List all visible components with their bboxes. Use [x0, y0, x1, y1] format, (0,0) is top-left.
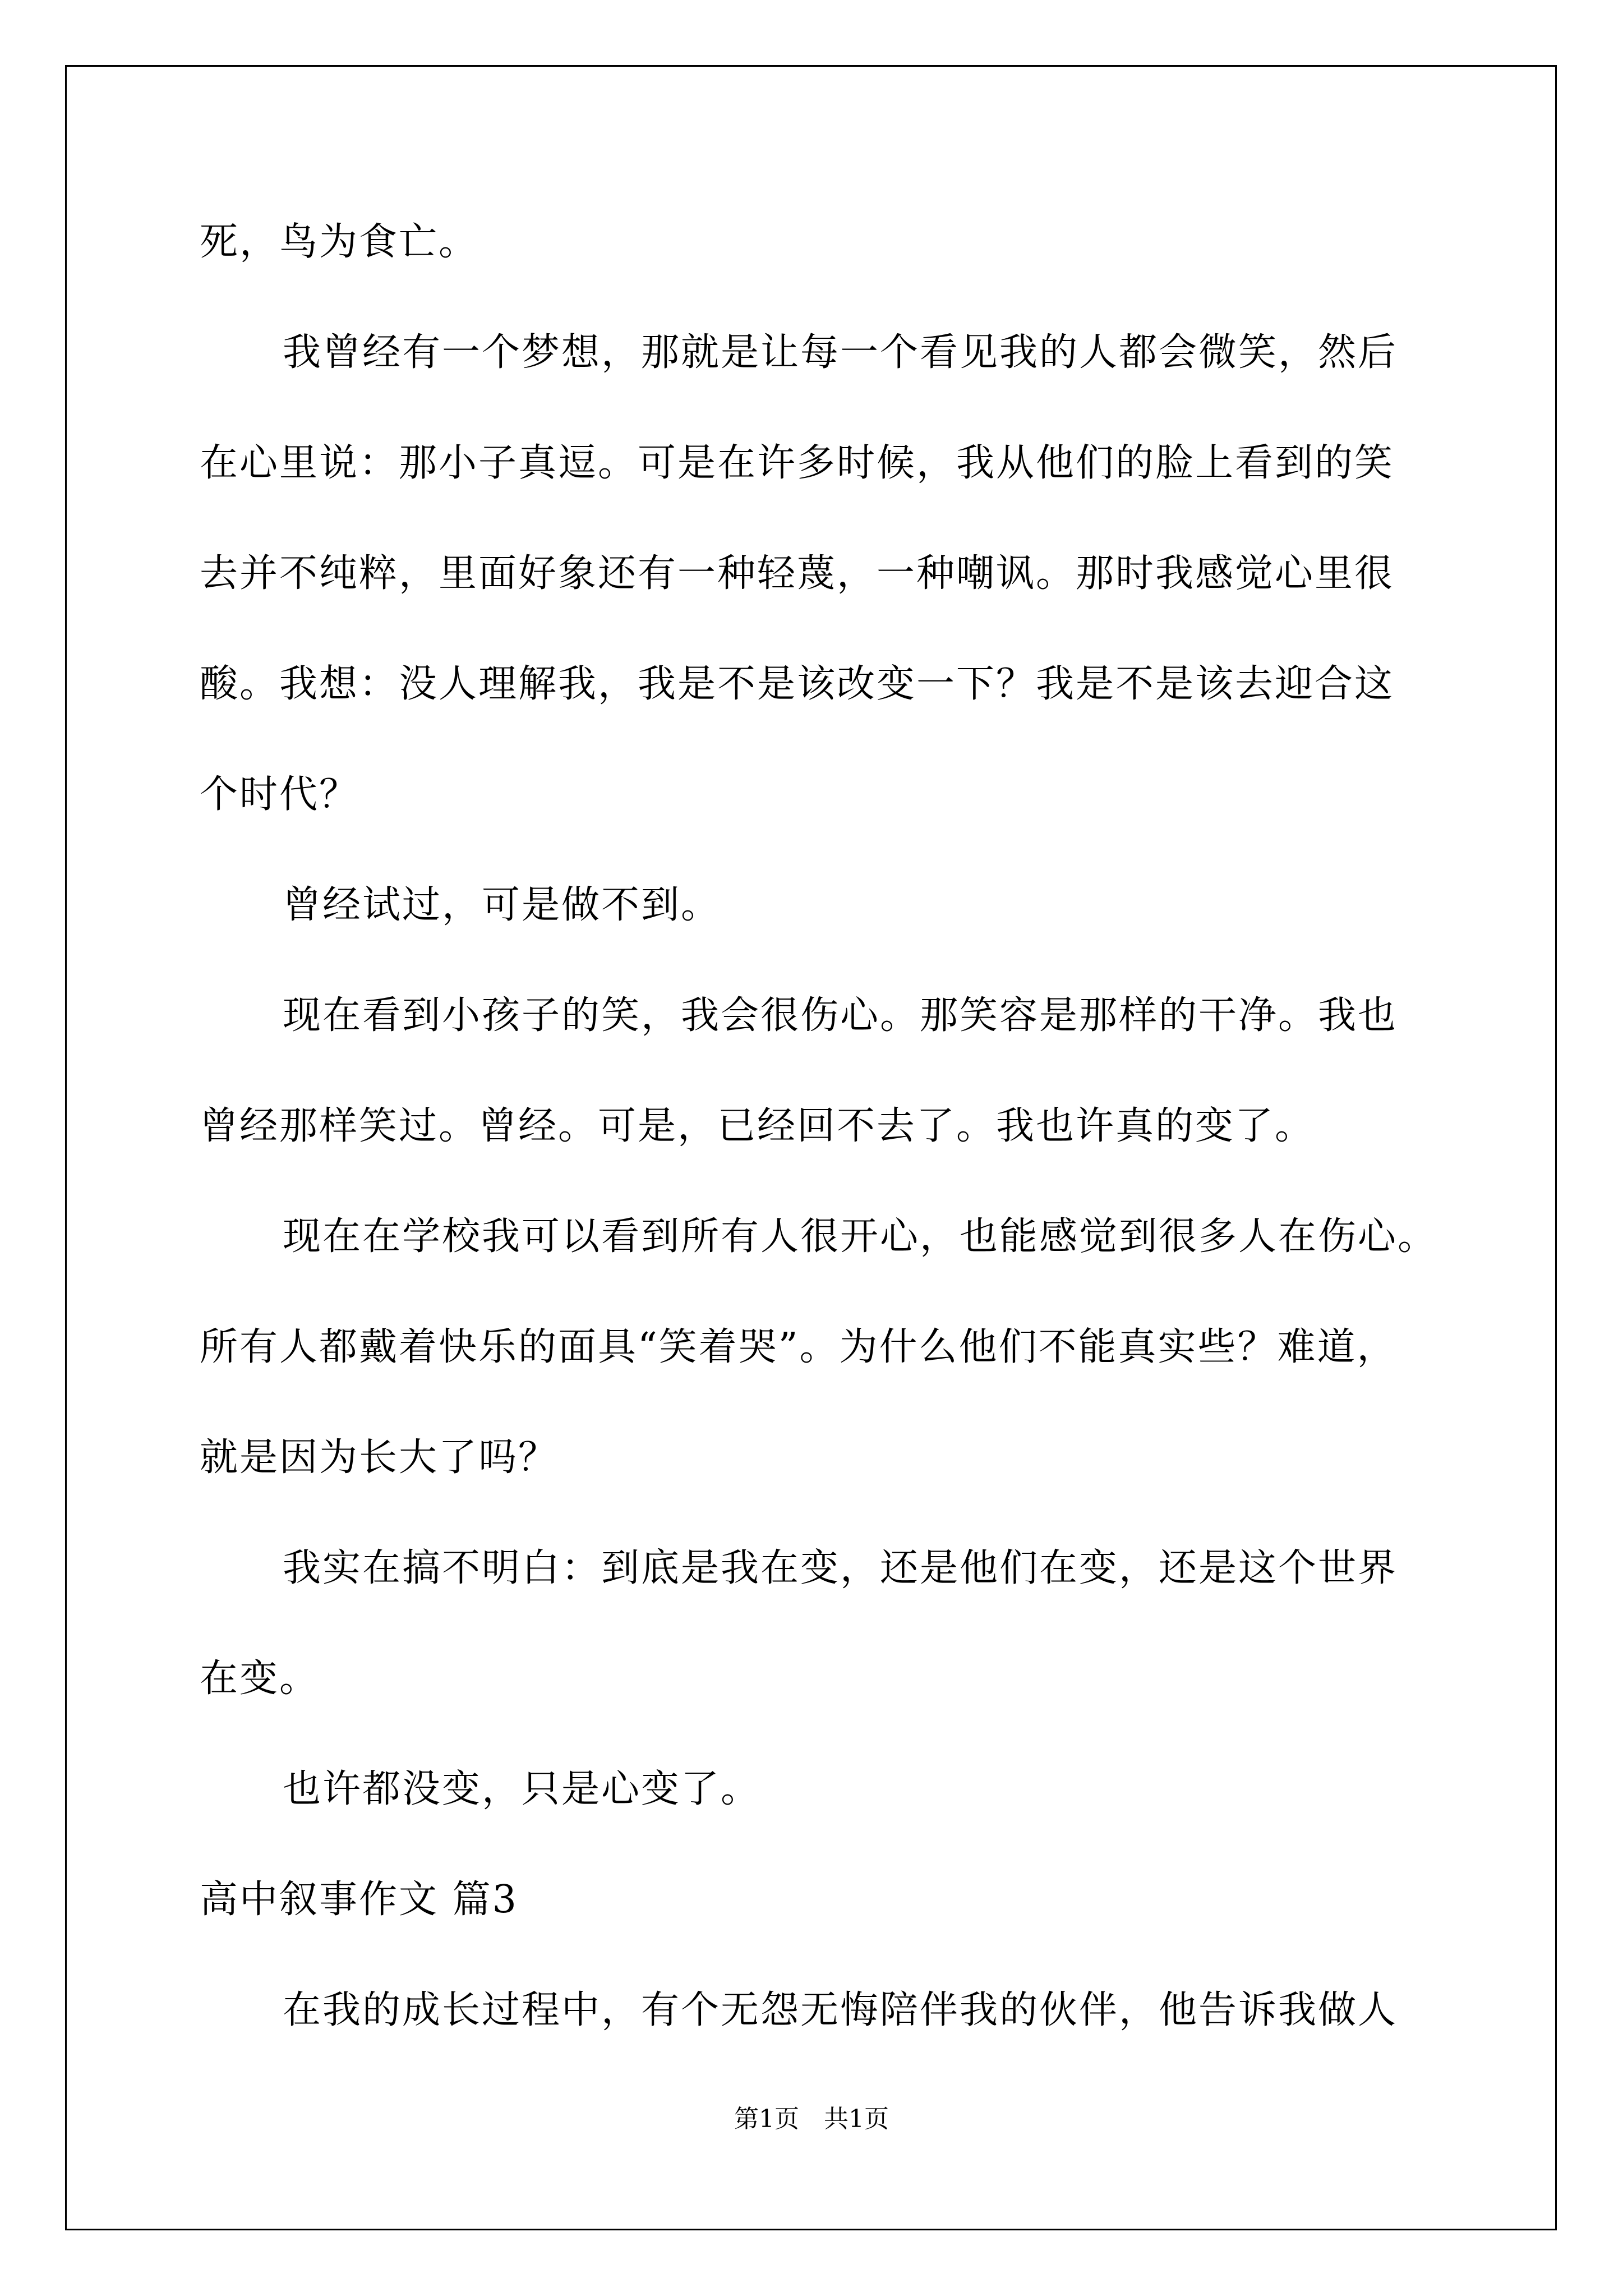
text-line: 曾经那样笑过。曾经。可是，已经回不去了。我也许真的变了。	[200, 1104, 1315, 1148]
page-number-current: 第1页	[734, 2105, 799, 2133]
text-line: 去并不纯粹，里面好象还有一种轻蔑，一种嘲讽。那时我感觉心里很	[200, 551, 1395, 596]
paragraph-start-line: 现在在学校我可以看到所有人很开心，也能感觉到很多人在伤心。	[283, 1214, 1438, 1259]
paragraph-start-line: 曾经试过，可是做不到。	[283, 883, 721, 927]
text-line: 所有人都戴着快乐的面具“笑着哭”。为什么他们不能真实些？难道，	[200, 1325, 1397, 1369]
text-line: 酸。我想：没人理解我，我是不是该改变一下？我是不是该去迎合这	[200, 662, 1395, 706]
text-line: 个时代？	[200, 772, 359, 817]
section-heading: 高中叙事作文 篇3	[200, 1878, 518, 1922]
page-number-total: 共1页	[824, 2105, 889, 2133]
paragraph-start-line: 在我的成长过程中，有个无怨无悔陪伴我的伙伴，他告诉我做人	[283, 1988, 1398, 2032]
paragraph-start-line: 现在看到小孩子的笑，我会很伤心。那笑容是那样的干净。我也	[283, 993, 1398, 1038]
text-line: 死，鸟为食亡。	[200, 220, 479, 264]
paragraph-start-line: 也许都没变，只是心变了。	[283, 1767, 761, 1811]
text-line: 在心里说：那小子真逗。可是在许多时候，我从他们的脸上看到的笑	[200, 441, 1395, 485]
page-footer	[0, 2102, 1623, 2136]
paragraph-start-line: 我曾经有一个梦想，那就是让每一个看见我的人都会微笑，然后	[283, 330, 1398, 375]
text-line: 在变。	[200, 1657, 320, 1701]
text-line: 就是因为长大了吗？	[200, 1435, 559, 1480]
paragraph-start-line: 我实在搞不明白：到底是我在变，还是他们在变，还是这个世界	[283, 1546, 1398, 1590]
